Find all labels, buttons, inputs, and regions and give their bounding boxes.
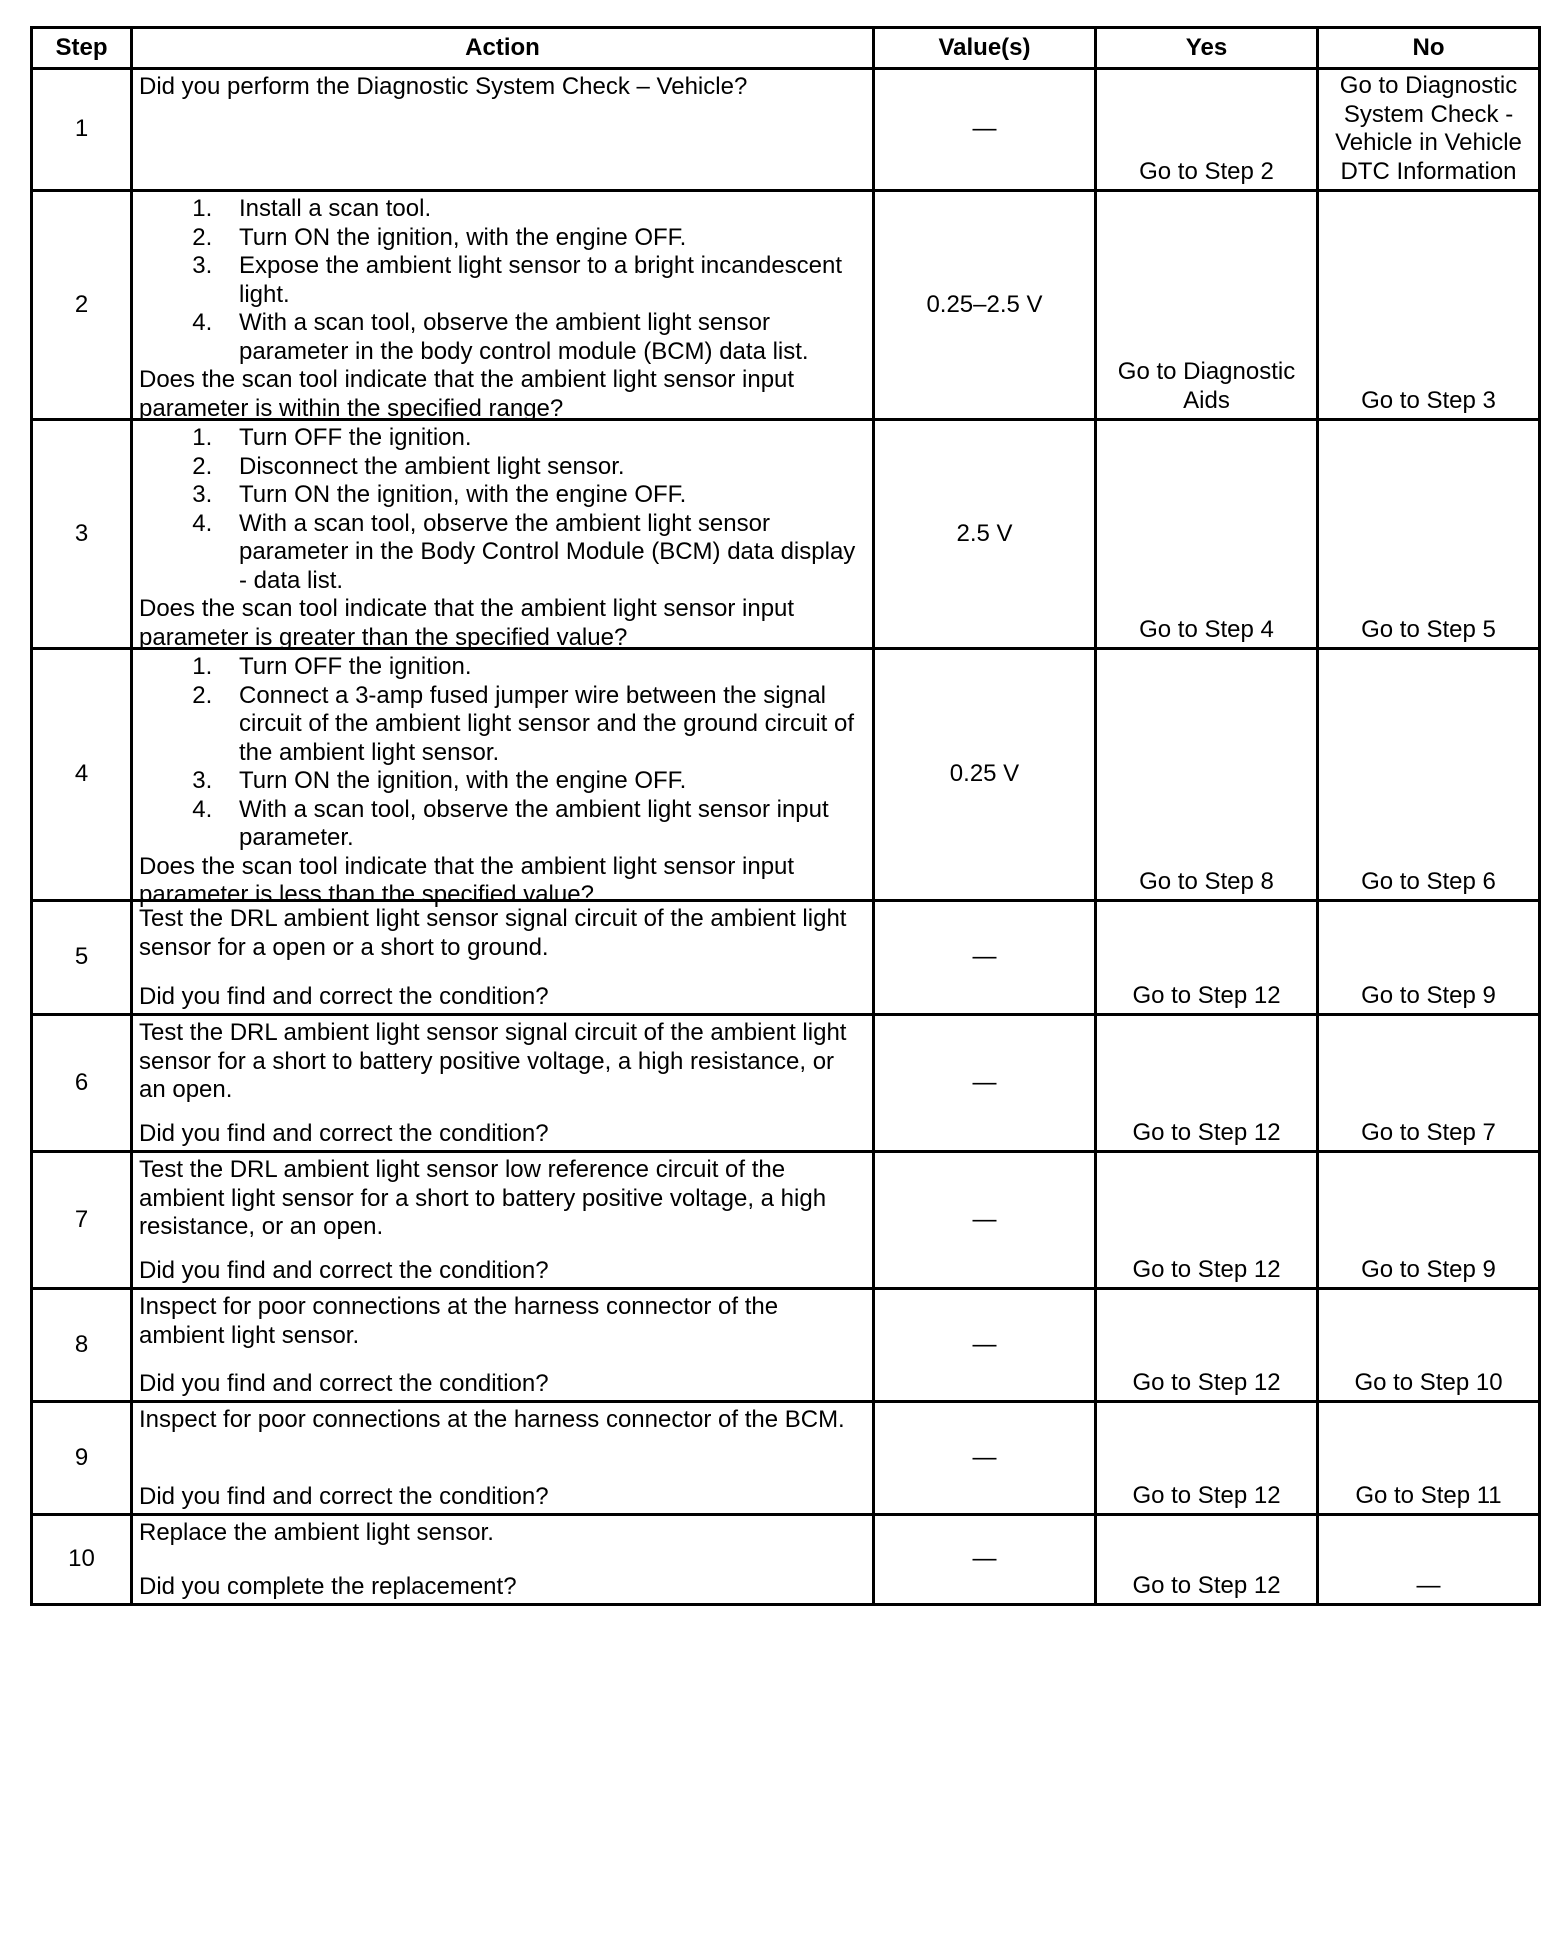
action-content bbox=[139, 653, 864, 908]
action-cell bbox=[132, 191, 874, 420]
table-row bbox=[32, 1289, 1540, 1402]
yes-outcome: Go to Step 2 bbox=[1096, 69, 1318, 191]
header-values: Value(s) bbox=[874, 28, 1096, 69]
step-number: 6 bbox=[32, 1015, 132, 1152]
yes-outcome: Go to Step 12 bbox=[1096, 1289, 1318, 1402]
yes-outcome: Go to Step 12 bbox=[1096, 901, 1318, 1015]
action-content bbox=[139, 1293, 864, 1398]
table-row bbox=[32, 649, 1540, 901]
yes-outcome: Go to Step 12 bbox=[1096, 1152, 1318, 1289]
value-cell: 2.5 V bbox=[874, 420, 1096, 649]
procedure-step: 4. With a scan tool, observe the ambient light sensor parameter in the Body Control Module (BCM) data display - data list. bbox=[239, 510, 864, 596]
action-question: Did you find and correct the condition? bbox=[139, 1256, 549, 1284]
yes-outcome: Go to Step 12 bbox=[1096, 1015, 1318, 1152]
step-number: 10 bbox=[32, 1515, 132, 1605]
no-outcome: — bbox=[1318, 1515, 1540, 1605]
action-cell bbox=[132, 649, 874, 908]
action-question: Did you find and correct the condition? bbox=[139, 1119, 549, 1147]
procedure-step: 3. Turn ON the ignition, with the engine OFF. bbox=[239, 767, 864, 796]
table-row bbox=[32, 69, 1540, 191]
action-instructions bbox=[139, 1519, 864, 1548]
table-row bbox=[32, 1015, 1540, 1152]
no-outcome: Go to Step 9 bbox=[1318, 901, 1540, 1015]
value-cell: — bbox=[874, 1402, 1096, 1515]
procedure-step: 2. Connect a 3-amp fused jumper wire between the signal circuit of the ambient light sensor and the ground circuit of the ambient light sensor. bbox=[239, 682, 864, 768]
action-content bbox=[139, 73, 864, 169]
procedure-step: 2. Turn ON the ignition, with the engine OFF. bbox=[239, 224, 864, 253]
table-row bbox=[32, 1515, 1540, 1605]
procedure-step: 4. With a scan tool, observe the ambient light sensor parameter in the body control module (BCM) data list. bbox=[239, 309, 864, 366]
table-row bbox=[32, 1402, 1540, 1515]
no-outcome: Go to Step 7 bbox=[1318, 1015, 1540, 1152]
action-cell bbox=[132, 1289, 874, 1402]
diagnostic-table-page bbox=[30, 26, 1538, 1606]
action-content bbox=[139, 1156, 864, 1285]
action-content bbox=[139, 905, 864, 1011]
action-content bbox=[139, 424, 864, 651]
table-header-row bbox=[32, 28, 1540, 69]
action-text: Inspect for poor connections at the harness connector of the BCM. bbox=[139, 1406, 845, 1433]
table-body bbox=[32, 69, 1540, 1605]
procedure-list bbox=[139, 424, 864, 595]
yes-outcome: Go to Step 8 bbox=[1096, 649, 1318, 901]
no-outcome: Go to Step 10 bbox=[1318, 1289, 1540, 1402]
action-instructions bbox=[139, 905, 864, 962]
yes-outcome: Go to Step 12 bbox=[1096, 1515, 1318, 1605]
step-number: 3 bbox=[32, 420, 132, 649]
value-cell: — bbox=[874, 1015, 1096, 1152]
action-text: Test the DRL ambient light sensor signal circuit of the ambient light sensor for a short to battery positive voltage, a high resistance, or an open. bbox=[139, 1019, 847, 1103]
procedure-step: 1. Turn OFF the ignition. bbox=[239, 653, 864, 682]
action-text: Replace the ambient light sensor. bbox=[139, 1519, 494, 1546]
action-content bbox=[139, 195, 864, 422]
procedure-step: 1. Turn OFF the ignition. bbox=[239, 424, 864, 453]
header-action: Action bbox=[132, 28, 874, 69]
table-row bbox=[32, 1152, 1540, 1289]
header-yes: Yes bbox=[1096, 28, 1318, 69]
procedure-step: 3. Expose the ambient light sensor to a bright incandescent light. bbox=[239, 252, 864, 309]
step-number: 7 bbox=[32, 1152, 132, 1289]
action-instructions bbox=[139, 424, 864, 595]
action-text: Did you perform the Diagnostic System Check – Vehicle? bbox=[139, 73, 748, 100]
procedure-step: 2. Disconnect the ambient light sensor. bbox=[239, 453, 864, 482]
header-step: Step bbox=[32, 28, 132, 69]
action-cell bbox=[132, 1402, 874, 1515]
action-cell bbox=[132, 901, 874, 1015]
no-outcome: Go to Step 3 bbox=[1318, 191, 1540, 420]
action-text: Test the DRL ambient light sensor low reference circuit of the ambient light sensor for a short to battery positive voltage, a high resistance, or an open. bbox=[139, 1156, 827, 1240]
procedure-list bbox=[139, 653, 864, 853]
action-question: Does the scan tool indicate that the ambient light sensor input parameter is less than the specified value? bbox=[139, 852, 795, 908]
value-cell: — bbox=[874, 69, 1096, 191]
procedure-step: 4. With a scan tool, observe the ambient light sensor input parameter. bbox=[239, 796, 864, 853]
action-instructions bbox=[139, 1406, 864, 1435]
action-question: Did you find and correct the condition? bbox=[139, 1369, 549, 1397]
value-cell: 0.25–2.5 V bbox=[874, 191, 1096, 420]
step-number: 1 bbox=[32, 69, 132, 191]
action-cell bbox=[132, 420, 874, 649]
procedure-list bbox=[139, 195, 864, 366]
action-instructions bbox=[139, 1156, 864, 1242]
value-cell: 0.25 V bbox=[874, 649, 1096, 901]
no-outcome: Go to Step 9 bbox=[1318, 1152, 1540, 1289]
action-question: Does the scan tool indicate that the ambient light sensor input parameter is within the specified range? bbox=[139, 366, 795, 422]
action-instructions bbox=[139, 1019, 864, 1105]
no-outcome: Go to Diagnostic System Check - Vehicle in Vehicle DTC Information bbox=[1318, 69, 1540, 191]
no-outcome: Go to Step 6 bbox=[1318, 649, 1540, 901]
action-content bbox=[139, 1019, 864, 1148]
table-row bbox=[32, 901, 1540, 1015]
value-cell: — bbox=[874, 901, 1096, 1015]
no-outcome: Go to Step 5 bbox=[1318, 420, 1540, 649]
procedure-step: 1. Install a scan tool. bbox=[239, 195, 864, 224]
action-content bbox=[139, 1406, 864, 1511]
action-instructions bbox=[139, 653, 864, 853]
value-cell: — bbox=[874, 1152, 1096, 1289]
action-question: Did you find and correct the condition? bbox=[139, 1482, 549, 1510]
action-text: Inspect for poor connections at the harness connector of the ambient light sensor. bbox=[139, 1293, 779, 1349]
diagnostic-steps-table bbox=[30, 26, 1541, 1606]
header-no: No bbox=[1318, 28, 1540, 69]
action-question: Did you complete the replacement? bbox=[139, 1572, 517, 1600]
value-cell: — bbox=[874, 1289, 1096, 1402]
yes-outcome: Go to Diagnostic Aids bbox=[1096, 191, 1318, 420]
step-number: 5 bbox=[32, 901, 132, 1015]
action-text: Test the DRL ambient light sensor signal circuit of the ambient light sensor for a open or a short to ground. bbox=[139, 905, 847, 961]
no-outcome: Go to Step 11 bbox=[1318, 1402, 1540, 1515]
yes-outcome: Go to Step 12 bbox=[1096, 1402, 1318, 1515]
action-cell bbox=[132, 1015, 874, 1152]
step-number: 9 bbox=[32, 1402, 132, 1515]
step-number: 2 bbox=[32, 191, 132, 420]
action-cell bbox=[132, 69, 874, 191]
table-row bbox=[32, 420, 1540, 649]
procedure-step: 3. Turn ON the ignition, with the engine OFF. bbox=[239, 481, 864, 510]
table-row bbox=[32, 191, 1540, 420]
action-question: Did you find and correct the condition? bbox=[139, 982, 549, 1010]
value-cell: — bbox=[874, 1515, 1096, 1605]
step-number: 8 bbox=[32, 1289, 132, 1402]
action-content bbox=[139, 1519, 864, 1601]
action-question: Does the scan tool indicate that the ambient light sensor input parameter is greater than the specified value? bbox=[139, 595, 795, 651]
action-instructions bbox=[139, 195, 864, 366]
yes-outcome: Go to Step 4 bbox=[1096, 420, 1318, 649]
action-cell bbox=[132, 1152, 874, 1289]
step-number: 4 bbox=[32, 649, 132, 901]
action-instructions bbox=[139, 73, 864, 102]
action-cell bbox=[132, 1515, 874, 1605]
action-instructions bbox=[139, 1293, 864, 1350]
